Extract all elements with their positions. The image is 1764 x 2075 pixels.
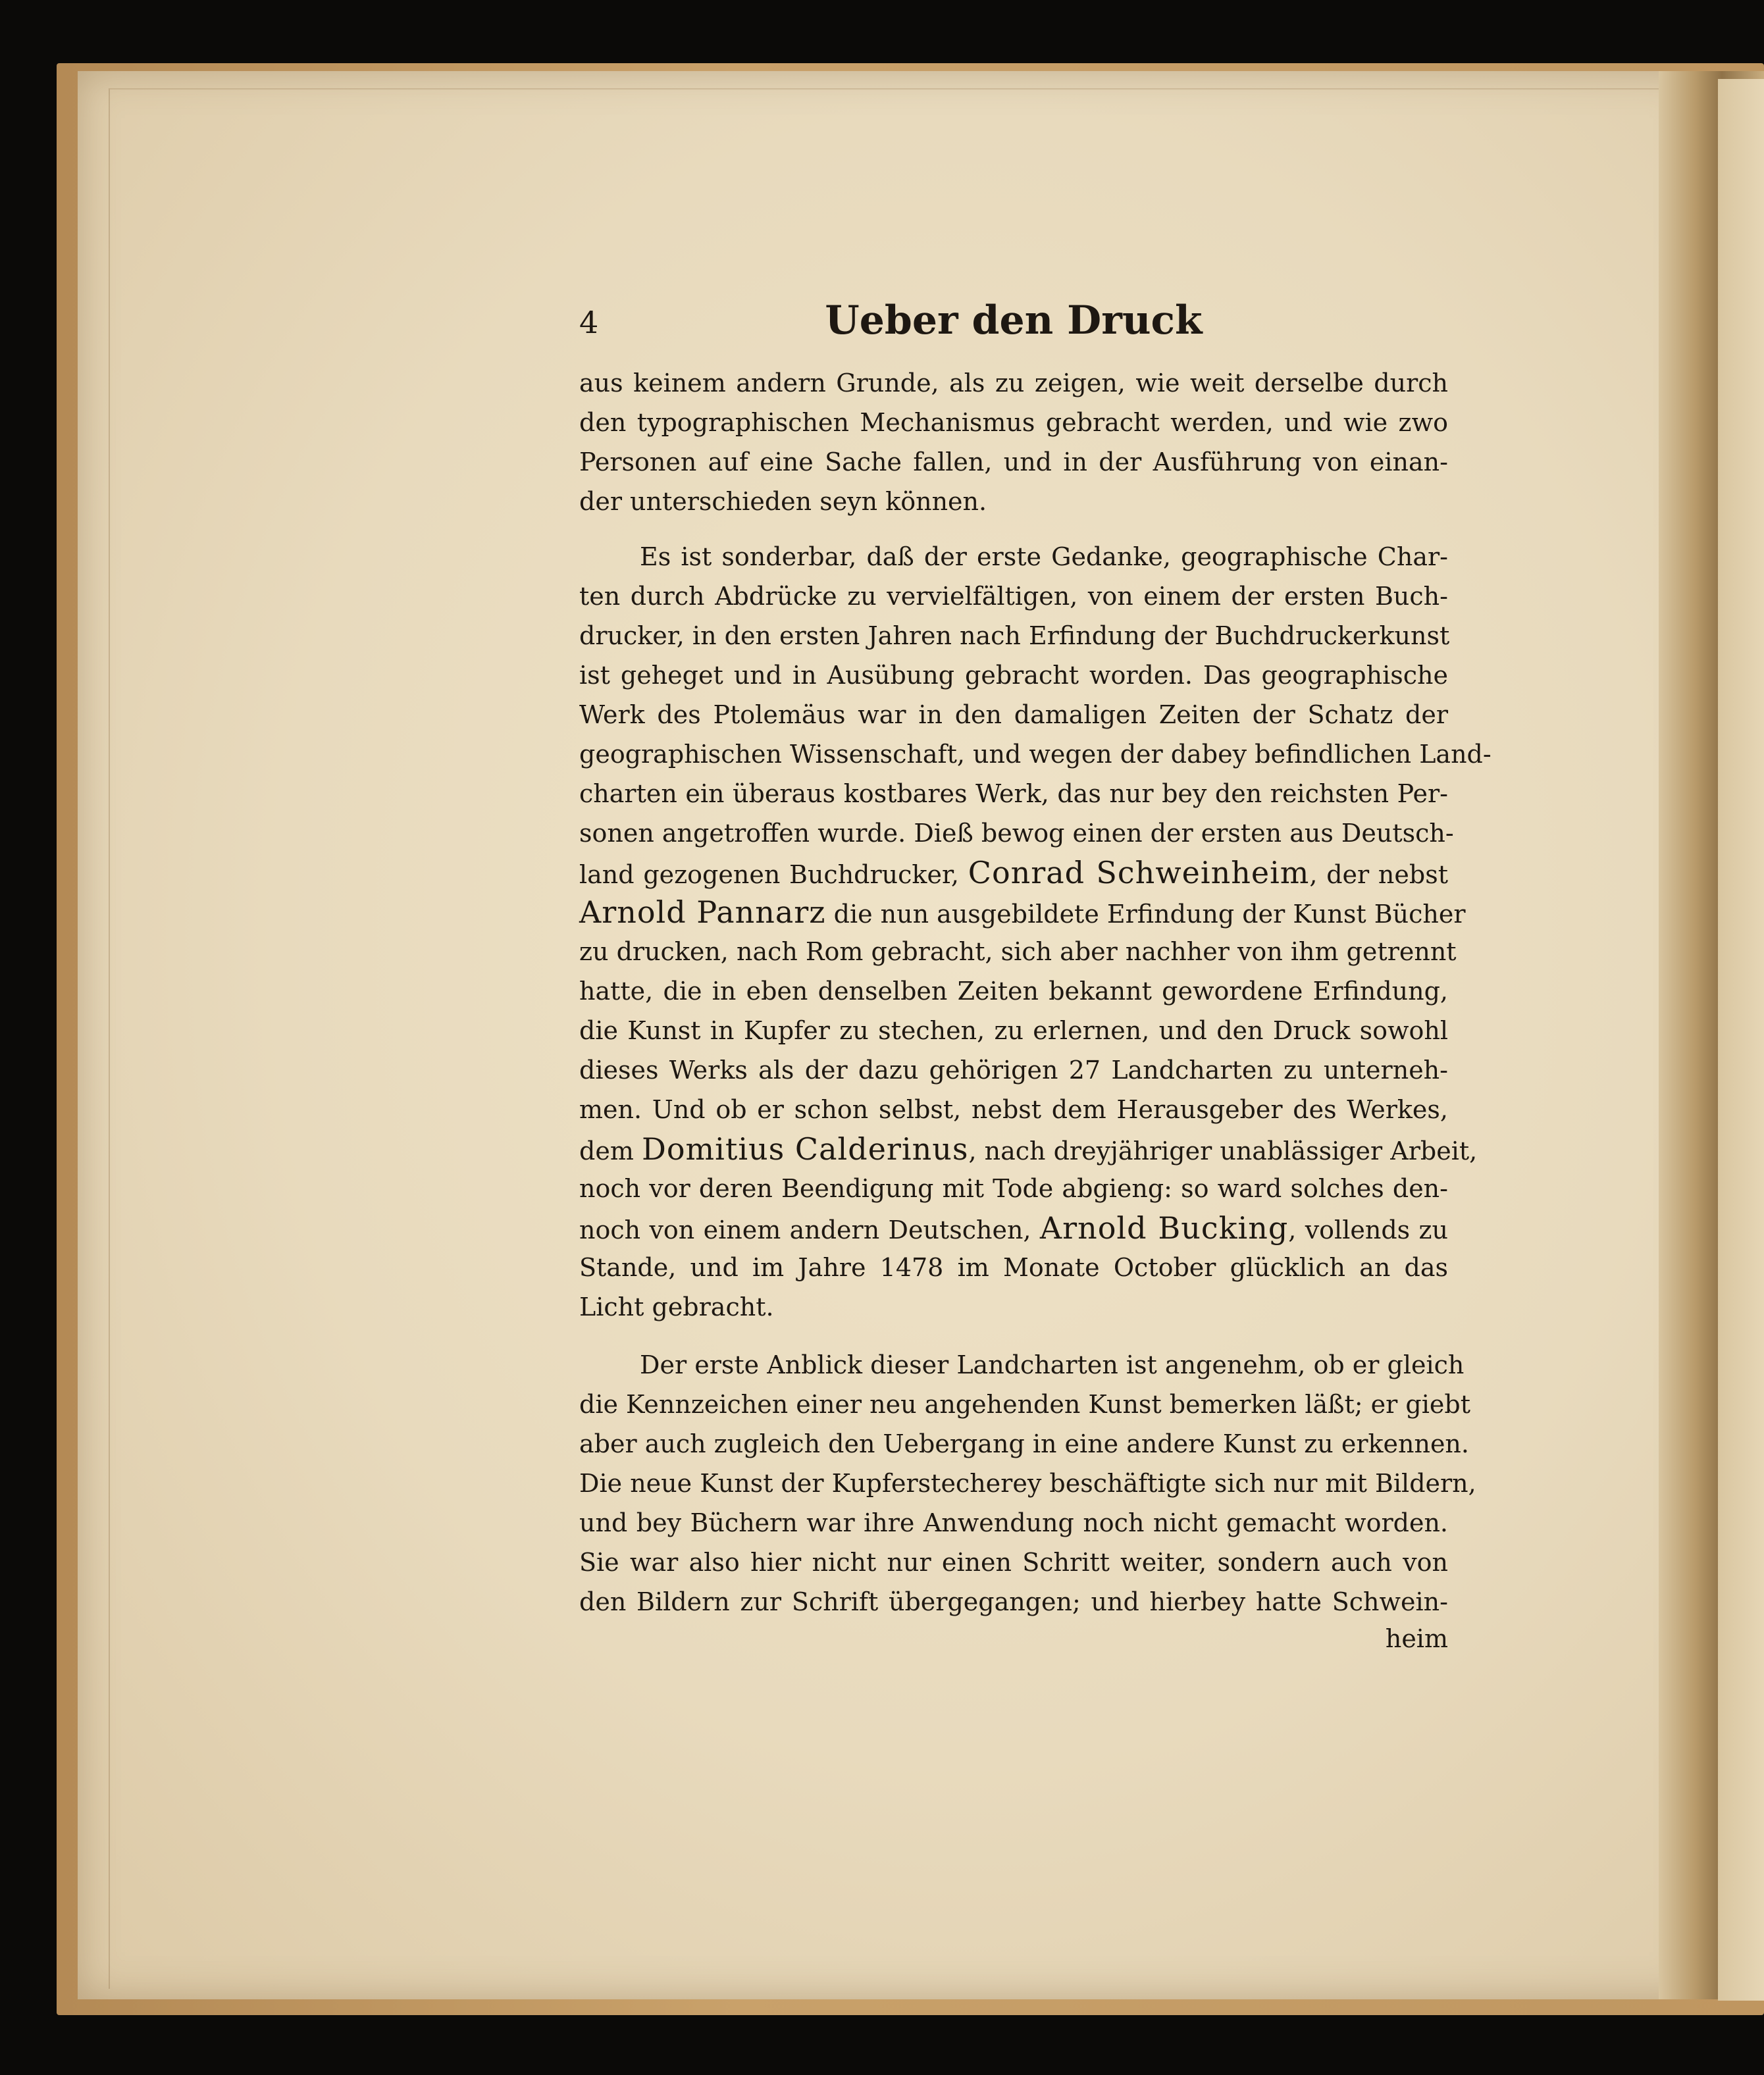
text-line: und bey Büchern war ihre Anwendung noch nicht gemacht worden. bbox=[579, 1508, 1448, 1537]
person-name: Domitius Calderinus bbox=[641, 1131, 969, 1167]
text-line: den Bildern zur Schrift übergegangen; und hierbey hatte Schwein- bbox=[579, 1587, 1448, 1616]
text-line: hatte, die in eben denselben Zeiten bekannt gewordene Erfindung, bbox=[579, 977, 1448, 1006]
person-name: Arnold Pannarz bbox=[579, 894, 826, 930]
text-line bbox=[579, 1208, 1448, 1248]
text-span: , nach dreyjähriger unablässiger Arbeit, bbox=[968, 1137, 1478, 1166]
text-line: die Kennzeichen einer neu angehenden Kunst bemerken läßt; er giebt bbox=[579, 1390, 1470, 1419]
text-line: sonen angetroffen wurde. Dieß bewog einen der ersten aus Deutsch- bbox=[579, 819, 1454, 848]
text-line: der unterschieden seyn können. bbox=[579, 487, 987, 516]
text-line: ten durch Abdrücke zu vervielfältigen, von einem der ersten Buch- bbox=[579, 582, 1448, 611]
text-line: charten ein überaus kostbares Werk, das nur bey den reichsten Per- bbox=[579, 779, 1448, 808]
text-span: die nun ausgebildete Erfindung der Kunst Bücher bbox=[833, 900, 1466, 929]
text-span: noch von einem andern Deutschen, bbox=[579, 1216, 1031, 1244]
facing-page-edge bbox=[1718, 79, 1764, 2001]
text-line: ist geheget und in Ausübung gebracht worden. Das geographische bbox=[579, 661, 1448, 690]
text-span: land gezogenen Buchdrucker, bbox=[579, 860, 960, 889]
text-block bbox=[579, 290, 1492, 1658]
page-title: Ueber den Druck bbox=[825, 297, 1203, 344]
text-span: , der nebst bbox=[1309, 860, 1448, 889]
running-head bbox=[579, 290, 1448, 349]
text-line bbox=[579, 892, 1466, 932]
text-line: men. Und ob er schon selbst, nebst dem Herausgeber des Werkes, bbox=[579, 1095, 1448, 1124]
text-line: Personen auf eine Sache fallen, und in der Ausführung von einan- bbox=[579, 448, 1448, 476]
text-line bbox=[579, 1129, 1478, 1169]
text-line: Stande, und im Jahre 1478 im Monate October glücklich an das bbox=[579, 1253, 1448, 1282]
text-span: , vollends zu bbox=[1288, 1216, 1448, 1244]
text-line: Sie war also hier nicht nur einen Schritt weiter, sondern auch von bbox=[579, 1548, 1448, 1577]
text-line: Werk des Ptolemäus war in den damaligen Zeiten der Schatz der bbox=[579, 700, 1448, 729]
catchword: heim bbox=[1385, 1624, 1448, 1653]
text-line: Licht gebracht. bbox=[579, 1293, 774, 1321]
person-name: Arnold Bucking bbox=[1039, 1210, 1289, 1246]
text-line bbox=[579, 853, 1448, 892]
text-line: dieses Werks als der dazu gehörigen 27 Landcharten zu unterneh- bbox=[579, 1056, 1448, 1085]
text-line: drucker, in den ersten Jahren nach Erfindung der Buchdruckerkunst bbox=[579, 621, 1450, 650]
text-line: zu drucken, nach Rom gebracht, sich aber nachher von ihm getrennt bbox=[579, 937, 1457, 966]
text-line: Der erste Anblick dieser Landcharten ist angenehm, ob er gleich bbox=[640, 1350, 1465, 1379]
text-line: noch vor deren Beendigung mit Tode abgieng: so ward solches den- bbox=[579, 1174, 1448, 1203]
text-span: dem bbox=[579, 1137, 634, 1166]
text-line: geographischen Wissenschaft, und wegen der dabey befindlichen Land- bbox=[579, 740, 1492, 769]
page-number: 4 bbox=[579, 305, 599, 340]
text-line: aber auch zugleich den Uebergang in eine andere Kunst zu erkennen. bbox=[579, 1429, 1469, 1458]
text-line: die Kunst in Kupfer zu stechen, zu erlernen, und den Druck sowohl bbox=[579, 1016, 1448, 1045]
text-line: den typographischen Mechanismus gebracht werden, und wie zwo bbox=[579, 408, 1448, 437]
text-line: Es ist sonderbar, daß der erste Gedanke, geographische Char- bbox=[640, 542, 1448, 571]
text-line: aus keinem andern Grunde, als zu zeigen, wie weit derselbe durch bbox=[579, 369, 1448, 397]
text-line: Die neue Kunst der Kupferstecherey beschäftigte sich nur mit Bildern, bbox=[579, 1469, 1476, 1498]
person-name: Conrad Schweinheim bbox=[968, 855, 1310, 890]
